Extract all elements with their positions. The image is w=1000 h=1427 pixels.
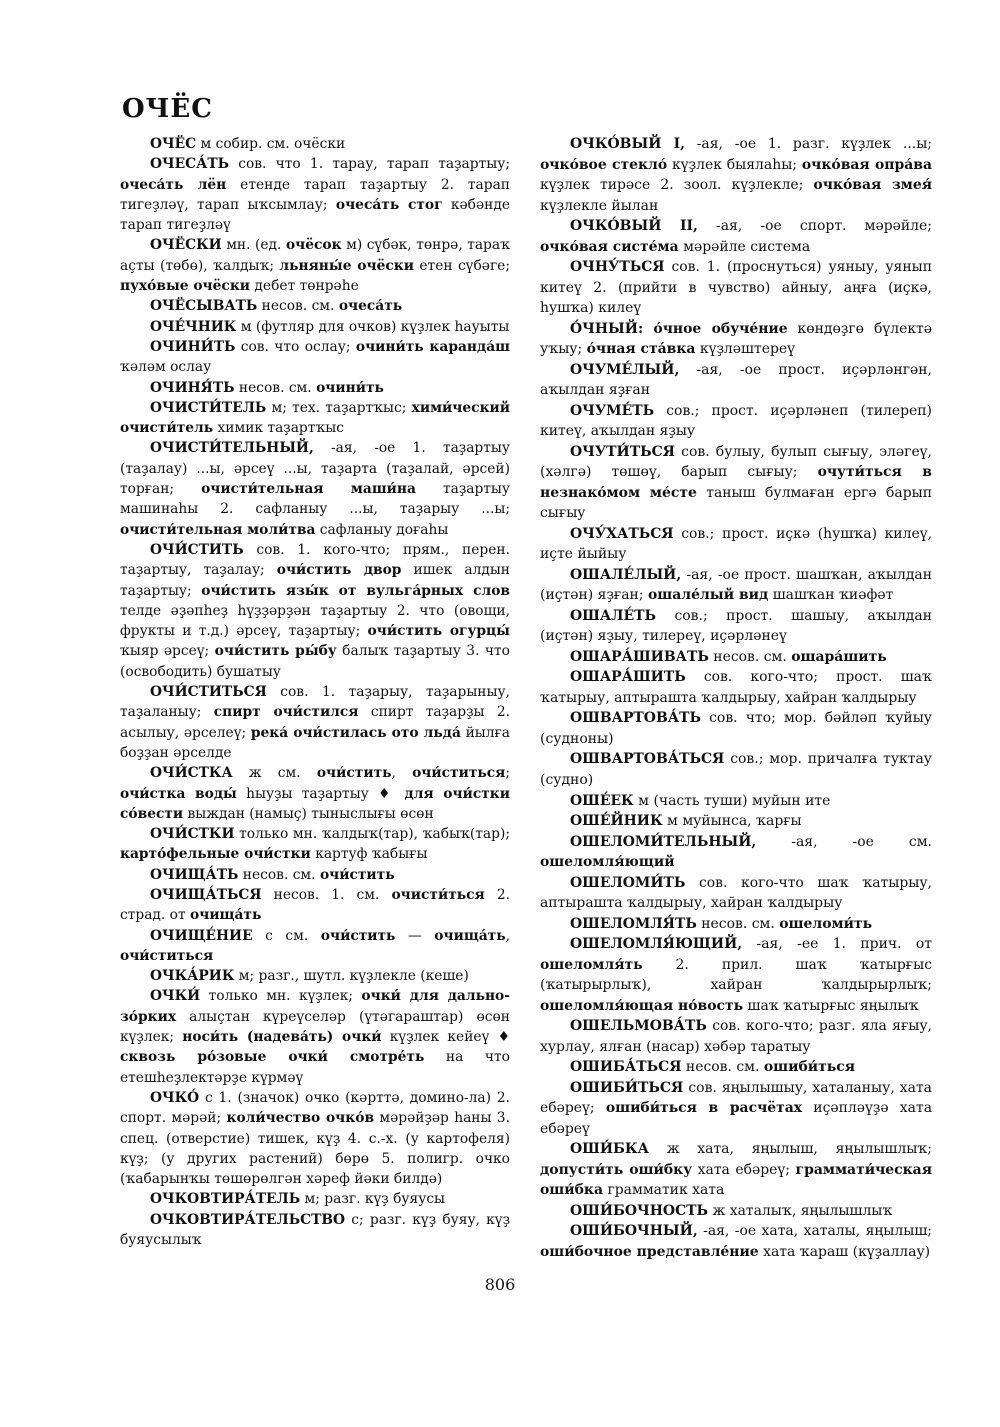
entry-bold-text: ОШЕЛОМИ́ТЕЛЬНЫЙ,	[570, 833, 757, 850]
entry-bold-text: ОЧИНИ́ТЬ	[150, 338, 236, 355]
entry-text: м (футляр для очков) күҙлек һауыты	[236, 318, 510, 335]
entry-text: күҙләштереү	[695, 341, 795, 358]
entry-bold-text: ошара́шить	[791, 648, 887, 665]
entry-text: сов.; прост. шашыу, аҡылдан (иҫтән) яҙыу, тилереү, иҫәрләнеү	[540, 607, 932, 645]
entry-bold-text: очути́ться в незнако́мом ме́сте	[540, 464, 932, 501]
entry-text: алыҫтан күреүселәр (үтәгараштар) өсөн күҙлек;	[120, 1008, 510, 1046]
entry-text: шашҡан ҡиәфәт	[768, 587, 894, 604]
entry-text: несов. см.	[696, 915, 780, 932]
entry-bold-text: очища́ть	[190, 907, 262, 924]
entry-text: сов. кого-что шаҡ ҡатырыу, аптырашта ҡалдырыу, хайран ҡалдырыу	[540, 874, 932, 912]
dictionary-entry	[540, 360, 932, 401]
entry-text: сов. 1. таҙарыу, таҙарыныу, таҙаланыу;	[120, 684, 510, 721]
entry-text: сов. что 1. тарау, тарап таҙартыу;	[229, 156, 510, 173]
entry-bold-text: ОШЕЛОМИ́ТЬ	[570, 874, 686, 891]
entry-bold-text: хими́ческий очисти́тель	[120, 399, 510, 437]
entry-bold-text: очисти́тельная маши́на	[201, 481, 416, 498]
entry-bold-text: ОШИ́БКА	[570, 1141, 649, 1158]
entry-bold-text: очи́стка воды́	[120, 785, 237, 802]
entry-text: с см.	[252, 927, 321, 944]
entry-text: һыуҙы таҙартыу ♦	[236, 785, 405, 802]
entry-bold-text: ОЧЁСЫВАТЬ	[150, 298, 258, 315]
entry-bold-text: носи́ть (надева́ть) очки́	[182, 1029, 382, 1046]
dictionary-entry	[540, 1057, 932, 1078]
entry-text: сов. что ослау;	[235, 338, 356, 355]
entry-bold-text: очко́вая систе́ма	[540, 238, 679, 255]
entry-bold-text: ОШВАРТОВА́ТЬ	[570, 710, 701, 727]
entry-text: көндөҙгө бүлектә уҡыу;	[540, 320, 932, 358]
entry-bold-text: оши́бочное представле́ние	[540, 1243, 759, 1260]
entry-bold-text: сквозь ро́зовые очки́ смотре́ть	[120, 1049, 425, 1066]
entry-bold-text: очко́вая опра́ва	[801, 156, 932, 173]
entry-bold-text: ошеломля́ть	[540, 956, 643, 973]
entry-text: -ая, -ое прост. шашҡан, аҡылдан (иҫтән) яҙған;	[540, 566, 932, 604]
entry-bold-text: очи́ститься	[412, 765, 506, 782]
page-header: ОЧЁС	[122, 94, 213, 124]
entry-bold-text: ОЧИ́СТКА	[150, 765, 233, 782]
entry-bold-text: очисти́ться	[391, 886, 485, 903]
dictionary-entry	[120, 540, 510, 682]
dictionary-entry	[540, 134, 932, 216]
dictionary-entry	[540, 1078, 932, 1140]
dictionary-entry	[120, 1088, 510, 1189]
entry-bold-text: ОЧИНЯ́ТЬ	[150, 379, 235, 396]
entry-text: 2. страд. от	[120, 886, 510, 924]
entry-bold-text: очи́стить	[320, 927, 396, 944]
entry-text: балыҡ таҙартыу 3. что (освободить) бушатыу	[120, 643, 510, 680]
dictionary-entry	[120, 235, 510, 296]
entry-text: телде әҙәпһеҙ һүҙҙәрҙән таҙартыу 2. что (овощи, фрукты и т.д.) әрсеү, таҙартыу;	[120, 602, 510, 640]
dictionary-entry	[540, 914, 932, 935]
entry-text: несов. 1. см.	[261, 886, 392, 903]
entry-text: химик таҙартҡыс	[213, 420, 344, 437]
entry-bold-text: О́ЧНЫЙ: о́чное обуче́ние	[570, 320, 788, 337]
dictionary-entry	[120, 986, 510, 1087]
dictionary-entry	[540, 1201, 932, 1222]
entry-bold-text: ОЧКО́ВЫЙ II,	[570, 218, 698, 235]
entry-bold-text: ОЧЕСА́ТЬ	[150, 156, 230, 173]
dictionary-entry	[540, 708, 932, 749]
entry-bold-text: очисти́тельная моли́тва	[120, 521, 316, 538]
dictionary-entry	[540, 1016, 932, 1057]
entry-bold-text: ошеломля́ющий	[540, 854, 675, 871]
entry-text: грамматик хата	[603, 1182, 725, 1199]
entry-bold-text: очеса́ть	[338, 298, 403, 315]
entry-text: сов.; прост. иҫәрләнеп (тилереп) китеү, аҡылдан яҙыу	[540, 402, 932, 440]
entry-bold-text: ОЧИЩА́ТЬ	[150, 866, 239, 883]
dictionary-entry	[120, 926, 510, 967]
entry-text: ҡәләм ослау	[120, 359, 212, 376]
entry-text: -ая, -ее 1. прич. от	[742, 936, 932, 953]
entry-bold-text: ОЧКО́	[150, 1089, 200, 1106]
dictionary-entry	[540, 832, 932, 873]
entry-text: мәрәйҙәр һаны 3. спец. (отверстие) тишек, күҙ 4. с.-х. (у картофеля) күҙ; (у других растений) бөрө 5. полигр. очко (ҡабарынҡы төшөрөлгән хәреф йәки билдә)	[120, 1110, 510, 1188]
entry-bold-text: коли́чество очко́в	[226, 1110, 375, 1127]
entry-bold-text: очи́стить огурцы́	[367, 623, 510, 640]
entry-bold-text: ошеломи́ть	[779, 915, 873, 932]
entry-bold-text: ОЧИСТИ́ТЕЛЬ	[150, 399, 267, 416]
dictionary-entry	[540, 811, 932, 832]
entry-bold-text: пухо́вые очёски	[120, 278, 251, 295]
entry-bold-text: ошиби́ться	[763, 1059, 856, 1076]
entry-text: сов. кого-что; прост. шаҡ ҡатырыу, аптырашта ҡалдырыу, хайран ҡалдырыу	[540, 669, 932, 706]
dictionary-entry	[540, 319, 932, 360]
entry-bold-text: ОШЕЛОМЛЯ́ТЬ	[570, 915, 697, 932]
entry-bold-text: очёсок	[285, 237, 342, 254]
dictionary-entry	[120, 296, 510, 316]
dictionary-entry	[540, 401, 932, 442]
entry-bold-text: ОЧИ́СТИТЬСЯ	[150, 684, 267, 701]
entry-text: иҫәпләүҙә хата ебәреү	[540, 1100, 932, 1137]
entry-bold-text: ОЧКОВТИРА́ТЕЛЬСТВО	[150, 1211, 346, 1228]
entry-text: -ая, -ое спорт. мәрәйле;	[697, 218, 932, 235]
dictionary-entry	[120, 682, 510, 763]
entry-bold-text: для очи́стки со́вести	[120, 785, 510, 822]
entry-text: картуф ҡабығы	[310, 846, 428, 863]
entry-bold-text: очи́стить двор	[276, 562, 402, 579]
entry-bold-text: ОШЕ́ЙНИК	[570, 813, 663, 830]
entry-text: на что етешһеҙлектәрҙе күрмәү	[120, 1049, 510, 1086]
dictionary-entry	[540, 216, 932, 257]
entry-bold-text: ОЧИСТИ́ТЕЛЬНЫЙ,	[150, 440, 314, 457]
entry-bold-text: льняны́е очёски	[279, 257, 414, 274]
dictionary-entry	[540, 524, 932, 565]
entry-text: 2. прил. шаҡ ҡатырғыс (ҡатырырлыҡ), хайран ҡалдырырлыҡ;	[540, 956, 932, 994]
entry-text: сов. булыу, булып сығыу, эләгеү, (хәлгә) төшөү, барып сығыу;	[540, 443, 932, 481]
entry-text: сов.; прост. иҫкә (һушҡа) килеү, иҫте йыйыу	[540, 525, 932, 563]
dictionary-entry	[120, 1210, 510, 1251]
dictionary-entry	[120, 865, 510, 885]
entry-text: күҙлекле йылан	[540, 197, 659, 214]
entry-bold-text: ОШАЛЕ́ЛЫЙ,	[570, 566, 682, 583]
entry-text: ,	[391, 765, 413, 782]
entry-bold-text: ОШАРА́ШИТЬ	[570, 669, 686, 686]
entry-text: етенде тарап таҙартыу 2. тарап тигеҙләү, тарап ыҡсымлау;	[120, 176, 511, 213]
entry-bold-text: ошиби́ться в расчётах	[605, 1100, 803, 1117]
entry-text: м) сүбәк, төнрә, тараҡ аҫты (төбө), ҡалдыҡ;	[120, 237, 511, 274]
entry-text: күҙлек кейеү ♦	[381, 1029, 510, 1046]
entry-text: мн. (ед.	[221, 237, 286, 254]
entry-bold-text: очеса́ть лён	[120, 176, 227, 193]
entry-text: -ая, -ое см.	[756, 833, 932, 850]
entry-text: -ая, -ое хата, хаталы, яңылыш;	[697, 1223, 932, 1240]
dictionary-entry	[540, 667, 932, 708]
entry-bold-text: очи́ститься	[120, 947, 214, 964]
dictionary-entry	[120, 885, 510, 926]
entry-text: сов. яңылышыу, хаталаныу, хата ебәреү;	[540, 1079, 932, 1117]
entry-text: сов. что; мор. бәйләп ҡуйыу (судноны)	[540, 710, 932, 747]
entry-text: несов. см.	[708, 648, 792, 665]
dictionary-entry	[540, 791, 932, 812]
entry-bold-text: очини́ть каранда́ш	[355, 338, 510, 355]
entry-bold-text: ОШИ́БОЧНЫЙ,	[570, 1223, 698, 1240]
entry-text: кәбәнде тарап тигеҙләү	[120, 196, 510, 234]
entry-text: несов. см.	[681, 1059, 764, 1076]
entry-bold-text: очи́стить язы́к от вульга́рных слов	[201, 582, 510, 599]
dictionary-entry	[540, 442, 932, 524]
dictionary-entry	[540, 934, 932, 1016]
entry-bold-text: граммати́ческая оши́бка	[540, 1161, 933, 1199]
entry-text: несов. см.	[257, 298, 339, 315]
left-column	[120, 134, 510, 1250]
entry-text: сов. 1. кого-что; прям., перен. таҙартыу, таҙалау;	[120, 541, 510, 579]
entry-text: ж см.	[232, 765, 317, 782]
entry-bold-text: ОШИБИ́ТЬСЯ	[570, 1079, 684, 1096]
entry-bold-text: очко́вое стекло́	[540, 156, 668, 173]
entry-bold-text: очини́ть	[316, 379, 384, 396]
entry-text: күҙлек тирәсе 2. зоол. күҙлекле;	[540, 177, 814, 194]
entry-bold-text: очки́ для дально-зо́рких	[120, 988, 510, 1025]
right-column	[540, 134, 932, 1262]
entry-bold-text: о́чная ста́вка	[586, 341, 696, 358]
entry-bold-text: ОЧНУ́ТЬСЯ	[570, 259, 665, 276]
entry-text: -ая, -ое прост. иҫәрләнгән, аҡылдан яҙған	[540, 361, 932, 399]
entry-text: хата ҡараш (күҙаллау)	[758, 1243, 931, 1260]
dictionary-entry	[540, 606, 932, 647]
entry-text: ҡыяр әрсеү;	[120, 643, 215, 660]
entry-text: —	[395, 927, 435, 944]
entry-bold-text: ОШЕЛОМЛЯ́ЮЩИЙ,	[570, 936, 743, 953]
entry-bold-text: ОЧИ́СТКИ	[150, 826, 235, 843]
entry-text: несов. см.	[238, 866, 320, 883]
dictionary-entry	[540, 257, 932, 319]
entry-bold-text: ОШЕ́ЕК	[570, 792, 634, 809]
entry-bold-text: ОШАРА́ШИВАТЬ	[570, 648, 709, 665]
entry-text: йылға боҙҙан әрселде	[120, 724, 510, 761]
entry-bold-text: очи́стить	[316, 765, 392, 782]
entry-text: ;	[505, 765, 510, 782]
entry-text: таҙартыу машинаһы 2. сафланыу ...ы, таҙарыу ...ы;	[120, 481, 511, 518]
dictionary-entry	[540, 1139, 932, 1201]
entry-bold-text: ОЧУТИ́ТЬСЯ	[570, 443, 675, 460]
dictionary-entry	[540, 749, 932, 790]
entry-bold-text: ОШЕЛЬМОВА́ТЬ	[570, 1018, 707, 1035]
entry-bold-text: ОЧКОВТИРА́ТЕЛЬ	[150, 1191, 301, 1208]
dictionary-entry	[120, 317, 510, 337]
dictionary-entry	[540, 565, 932, 606]
entry-bold-text: очища́ть	[434, 927, 506, 944]
dictionary-entry	[120, 398, 510, 439]
entry-bold-text: ОШИ́БОЧНОСТЬ	[570, 1202, 709, 1219]
entry-text: етен сүбәге;	[413, 257, 510, 274]
entry-text: дебет төнрәһе	[250, 278, 359, 295]
entry-text: күҙлек быялаһы;	[667, 156, 802, 173]
dictionary-entry	[120, 154, 510, 235]
dictionary-entry	[120, 378, 510, 398]
dictionary-entry	[540, 1221, 932, 1262]
entry-bold-text: ОЧИЩЕ́НИЕ	[150, 927, 253, 944]
dictionary-entry	[120, 1189, 510, 1209]
entry-text: с; разг. күҙ буяу, күҙ буяусылыҡ	[120, 1211, 510, 1249]
entry-text: ж хаталыҡ, яңылышлыҡ	[708, 1202, 893, 1219]
dictionary-entry	[120, 438, 510, 539]
entry-text: только мн. күҙлек;	[200, 988, 362, 1005]
dictionary-entry	[120, 824, 510, 865]
dictionary-entry	[120, 966, 510, 986]
entry-bold-text: ОЧУ́ХАТЬСЯ	[570, 525, 674, 542]
entry-bold-text: ошале́лый вид	[647, 587, 769, 604]
entry-text: м собир. см. очёски	[196, 136, 346, 152]
entry-text: хата ебәреү;	[692, 1161, 796, 1178]
dictionary-entry	[120, 763, 510, 824]
entry-text: ишек алдын таҙартыу;	[120, 562, 510, 599]
entry-bold-text: ОЧКО́ВЫЙ I,	[570, 136, 685, 152]
entry-text: несов. см.	[234, 379, 317, 396]
entry-text: таныш булмаған ергә барып сығыу	[540, 484, 933, 522]
entry-text: мәрәйле система	[678, 238, 811, 255]
entry-bold-text: спирт очи́стился	[213, 704, 359, 721]
entry-text: шаҡ ҡатырғыс яңылыҡ	[743, 997, 919, 1014]
dictionary-entry	[540, 873, 932, 914]
entry-text: м (часть туши) муйын ите	[633, 792, 831, 809]
entry-text: сов. кого-что; разг. яла яғыу, хурлау, ялған (насар) хәбәр таратыу	[540, 1018, 932, 1055]
entry-bold-text: допусти́ть оши́бку	[540, 1161, 693, 1178]
entry-bold-text: ОЧКИ́	[150, 988, 201, 1005]
entry-bold-text: ОЧИ́СТИТЬ	[150, 541, 244, 558]
entry-bold-text: ОЧЕ́ЧНИК	[150, 318, 237, 335]
entry-bold-text: ОЧКА́РИК	[150, 968, 235, 985]
entry-bold-text: ОЧИЩА́ТЬСЯ	[150, 886, 262, 903]
entry-text: м; разг. күҙ буяусы	[300, 1191, 446, 1208]
entry-bold-text: ОЧЁСКИ	[150, 237, 222, 254]
page-number: 806	[484, 1275, 516, 1294]
entry-text: м; тех. таҙартҡыс;	[266, 399, 412, 416]
entry-bold-text: карто́фельные очи́стки	[120, 846, 311, 863]
entry-bold-text: очи́стить	[319, 866, 395, 883]
entry-bold-text: очко́вая змея́	[813, 177, 932, 194]
entry-text: ж хата, яңылыш, яңылышлыҡ;	[648, 1141, 932, 1158]
entry-text: ,	[505, 927, 510, 944]
entry-bold-text: ОШАЛЕ́ТЬ	[570, 607, 656, 624]
entry-bold-text: очеса́ть стог	[335, 196, 443, 213]
entry-text: спирт таҙарҙы 2. асылыу, әрселеү;	[120, 704, 510, 741]
entry-bold-text: ОЧУМЕ́ЛЫЙ,	[570, 361, 680, 378]
entry-text: с 1. (значок) очко (кәрттә, домино-ла) 2. спорт. мәрәй;	[120, 1089, 510, 1127]
entry-bold-text: река́ очи́стилась ото льда́	[250, 724, 461, 741]
entry-bold-text: ОЧЁС	[150, 136, 197, 152]
entry-text: -ая, -ое 1. разг. күҙлек ...ы;	[684, 136, 932, 152]
entry-text: выждан (намыҫ) тыныслығы өсөн	[183, 805, 434, 822]
entry-text: только мн. ҡалдыҡ(тар), ҡабыҡ(тар);	[234, 826, 510, 843]
entry-text: сов.; мор. причалға туктау (судно)	[540, 751, 932, 788]
entry-bold-text: ОШВАРТОВА́ТЬСЯ	[570, 751, 725, 768]
entry-text: м муйынса, ҡарғы	[662, 813, 802, 830]
dictionary-entry	[540, 647, 932, 668]
dictionary-entry	[120, 134, 510, 154]
entry-text: м; разг., шутл. күҙлекле (кеше)	[234, 968, 469, 985]
entry-text: сов. 1. (проснуться) уяныу, уянып китеү 2. (прийти в чувство) айныу, аңға (иҫкә, һушҡа) килеү	[540, 259, 932, 317]
entry-text: сафланыу доғаһы	[315, 521, 449, 538]
dictionary-entry	[120, 337, 510, 378]
entry-bold-text: ошеломля́ющая но́вость	[540, 997, 744, 1014]
entry-bold-text: ОЧУМЕ́ТЬ	[570, 402, 655, 419]
entry-text: -ая, -ое 1. таҙартыу (таҙалау) ...ы, әрсеү ...ы, таҙарта (таҙалай, әрсей) торған;	[120, 440, 510, 498]
entry-bold-text: очи́стить ры́бу	[214, 643, 337, 660]
entry-bold-text: ОШИБА́ТЬСЯ	[570, 1059, 682, 1076]
